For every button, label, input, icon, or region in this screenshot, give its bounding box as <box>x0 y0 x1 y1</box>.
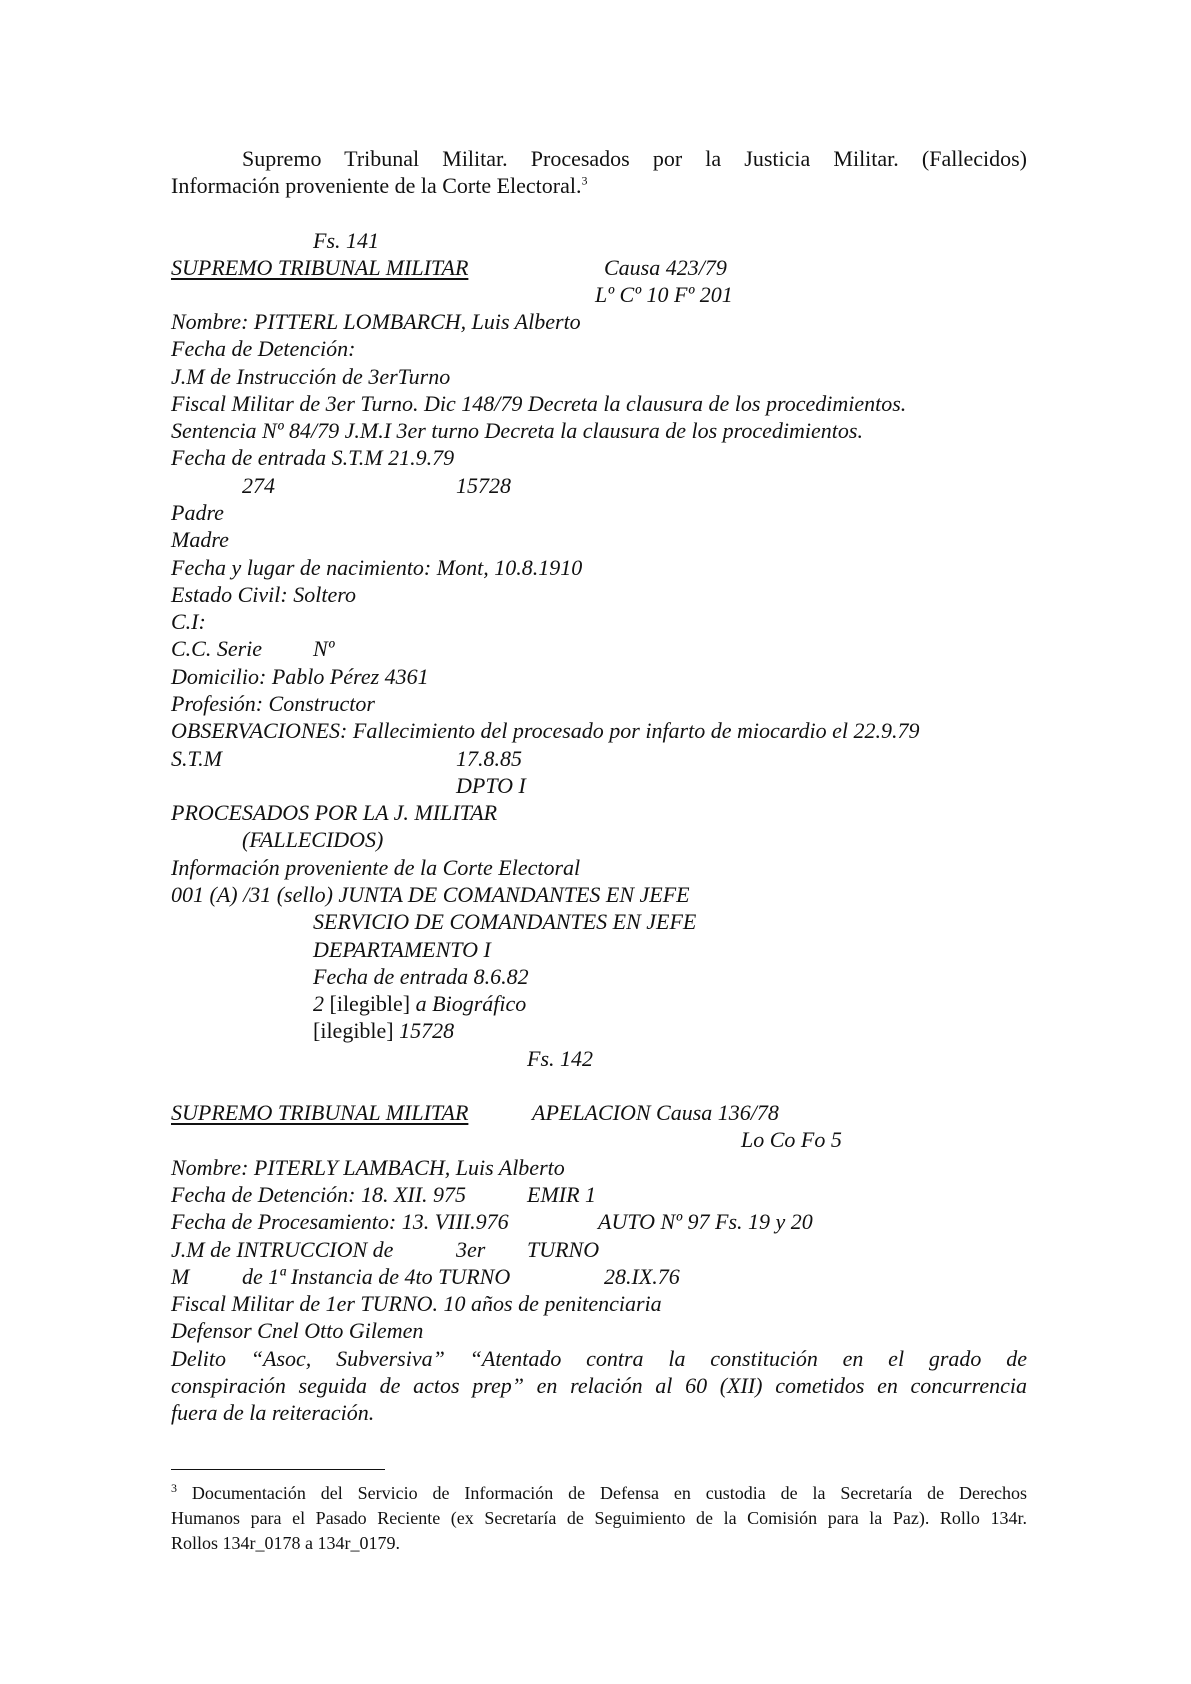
bio-num-2: 15728 <box>399 1018 455 1043</box>
servicio: SERVICIO DE COMANDANTES EN JEFE <box>313 909 697 934</box>
sentencia-1: Sentencia Nº 84/79 J.M.I 3er turno Decreta la clausura de los procedimientos. <box>171 418 863 443</box>
ilegible-2: [ilegible] <box>313 1018 394 1043</box>
footnote-line-2: Humanos para el Pasado Reciente (ex Secretaría de Seguimiento de la Comisión para la Paz). Rollo 134r. <box>171 1508 1027 1528</box>
delito-line-1: Delito “Asoc, Subversiva” “Atentado contra la constitución en el grado de <box>171 1346 1027 1371</box>
departamento: DEPARTAMENTO I <box>313 937 491 962</box>
instancia-fecha: 28.IX.76 <box>604 1264 680 1289</box>
m-label: M <box>171 1264 190 1289</box>
libro-1: Lº Cº 10 Fº 201 <box>595 282 733 307</box>
delito-line-2: conspiración seguida de actos prep” en relación al 60 (XII) cometidos en concurrencia <box>171 1373 1027 1398</box>
fecha-procesamiento: Fecha de Procesamiento: 13. VIII.976 <box>171 1209 509 1234</box>
fecha-detencion-2: Fecha de Detención: 18. XII. 975 <box>171 1182 467 1207</box>
footnote-number: 3 <box>171 1481 177 1495</box>
folio-141: Fs. 141 <box>313 228 379 253</box>
fecha-detencion-1: Fecha de Detención: <box>171 336 356 361</box>
bio-num: 2 <box>313 991 324 1016</box>
cc-serie: C.C. Serie <box>171 636 263 661</box>
intro-line-2-text: Información proveniente de la Corte Electoral. <box>171 173 582 198</box>
footnote-line-3: Rollos 134r_0178 a 134r_0179. <box>171 1533 400 1553</box>
nacimiento: Fecha y lugar de nacimiento: Mont, 10.8.1910 <box>171 555 583 580</box>
fallecidos: (FALLECIDOS) <box>242 827 384 852</box>
folio-142: Fs. 142 <box>527 1046 593 1071</box>
numero-15728: 15728 <box>456 473 511 498</box>
procesados-heading: PROCESADOS POR LA J. MILITAR <box>171 800 498 825</box>
stm-fecha: 17.8.85 <box>456 746 522 771</box>
bio-text: a Biográfico <box>415 991 527 1016</box>
ilegible-line <box>313 1017 454 1044</box>
auto: AUTO Nº 97 Fs. 19 y 20 <box>598 1209 813 1234</box>
apelacion-causa: APELACION Causa 136/78 <box>532 1100 779 1125</box>
cc-numero: Nº <box>313 636 335 661</box>
fiscal-1: Fiscal Militar de 3er Turno. Dic 148/79 Decreta la clausura de los procedimientos. <box>171 391 907 416</box>
ci: C.I: <box>171 609 206 634</box>
tribunal-heading-2: SUPREMO TRIBUNAL MILITAR <box>171 1100 469 1125</box>
domicilio: Domicilio: Pablo Pérez 4361 <box>171 664 429 689</box>
jm-3er: 3er <box>456 1237 486 1262</box>
fiscal-2: Fiscal Militar de 1er TURNO. 10 años de penitenciaria <box>171 1291 662 1316</box>
intro-line-2 <box>171 172 588 199</box>
sello: 001 (A) /31 (sello) JUNTA DE COMANDANTES EN JEFE <box>171 882 690 907</box>
observaciones: OBSERVACIONES: Fallecimiento del procesado por infarto de miocardio el 22.9.79 <box>171 718 920 743</box>
footnote-line-1 <box>171 1481 1027 1505</box>
entrada: Fecha de entrada 8.6.82 <box>313 964 529 989</box>
info-corte: Información proveniente de la Corte Electoral <box>171 855 581 880</box>
jm-instruccion: J.M de INTRUCCION de <box>171 1237 394 1262</box>
fecha-entrada-1: Fecha de entrada S.T.M 21.9.79 <box>171 445 455 470</box>
biografico-line <box>313 990 526 1017</box>
profesion: Profesión: Constructor <box>171 691 375 716</box>
footnote-line-1-text: Documentación del Servicio de Información de Defensa en custodia de la Secretaría de Derechos <box>191 1483 1028 1503</box>
delito-line-3: fuera de la reiteración. <box>171 1400 375 1425</box>
nombre-2: Nombre: PITERLY LAMBACH, Luis Alberto <box>171 1155 565 1180</box>
padre: Padre <box>171 500 224 525</box>
jm-turno: TURNO <box>527 1237 600 1262</box>
causa-1: Causa 423/79 <box>604 255 727 280</box>
juzgado-1: J.M de Instrucción de 3erTurno <box>171 364 451 389</box>
tribunal-heading-1: SUPREMO TRIBUNAL MILITAR <box>171 255 469 280</box>
emir: EMIR 1 <box>527 1182 597 1207</box>
ilegible-1: [ilegible] <box>329 991 411 1016</box>
intro-line-1: Supremo Tribunal Militar. Procesados por la Justicia Militar. (Fallecidos) <box>242 146 1027 171</box>
madre: Madre <box>171 527 229 552</box>
footnote-ref: 3 <box>581 173 588 188</box>
defensor: Defensor Cnel Otto Gilemen <box>171 1318 424 1343</box>
numero-274: 274 <box>242 473 275 498</box>
dpto: DPTO I <box>456 773 526 798</box>
nombre-1: Nombre: PITTERL LOMBARCH, Luis Alberto <box>171 309 581 334</box>
stm-label: S.T.M <box>171 746 222 771</box>
estado-civil: Estado Civil: Soltero <box>171 582 356 607</box>
footnote-separator <box>171 1469 385 1470</box>
libro-2: Lo Co Fo 5 <box>741 1127 842 1152</box>
instancia: de 1ª Instancia de 4to TURNO <box>242 1264 511 1289</box>
